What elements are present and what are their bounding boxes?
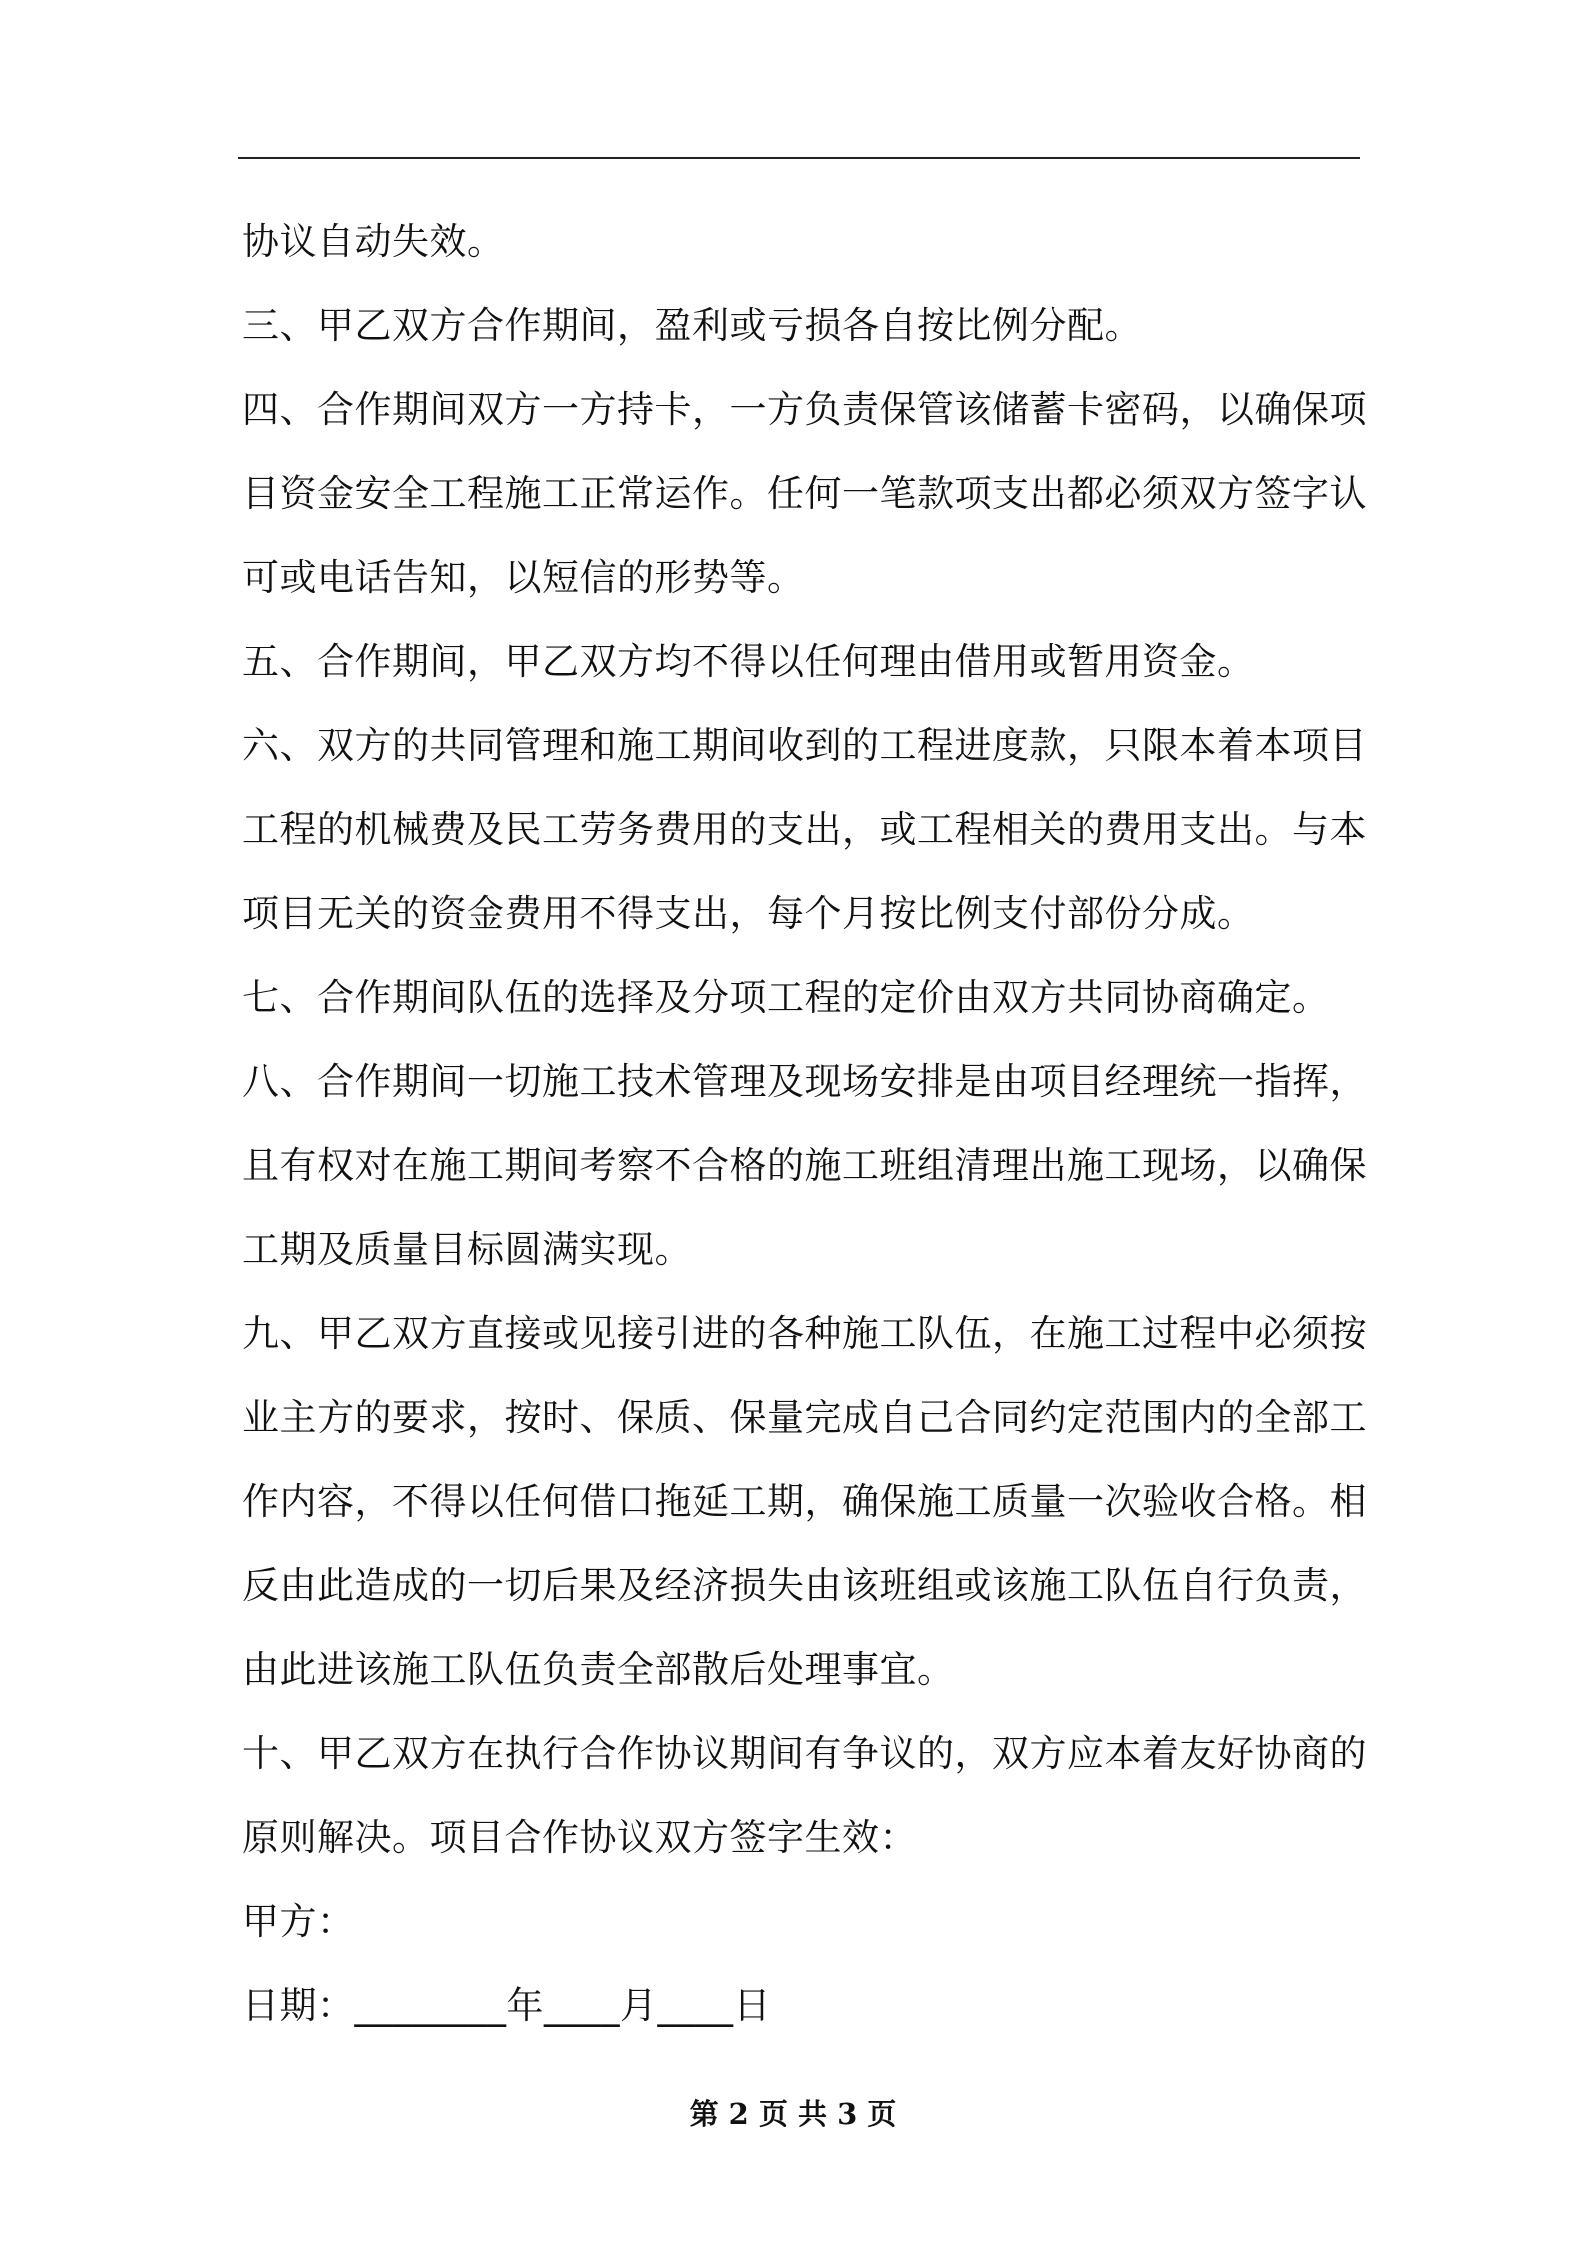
date-line: 日期：________年____月____日 [242, 1984, 771, 2027]
text-line-15: 业主方的要求，按时、保质、保量完成自己合同约定范围内的全部工 [242, 1396, 1367, 1439]
header-rule [238, 157, 1360, 159]
text-line-4: 目资金安全工程施工正常运作。任何一笔款项支出都必须双方签字认 [242, 472, 1367, 515]
document-body [242, 200, 1367, 2048]
text-line-16: 作内容，不得以任何借口拖延工期，确保施工质量一次验收合格。相 [242, 1480, 1367, 1523]
text-line-8: 工程的机械费及民工劳务费用的支出，或工程相关的费用支出。与本 [242, 808, 1367, 851]
text-line-20: 原则解决。项目合作协议双方签字生效： [242, 1816, 917, 1859]
text-line-12: 且有权对在施工期间考察不合格的施工班组清理出施工现场，以确保 [242, 1144, 1367, 1187]
text-line-18: 由此进该施工队伍负责全部散后处理事宜。 [242, 1648, 955, 1691]
text-line-5: 可或电话告知，以短信的形势等。 [242, 556, 805, 599]
text-line-19: 十、甲乙双方在执行合作协议期间有争议的，双方应本着友好协商的 [242, 1732, 1367, 1775]
text-line-3: 四、合作期间双方一方持卡，一方负责保管该储蓄卡密码，以确保项 [242, 388, 1367, 431]
page-number: 第 2 页 共 3 页 [689, 2097, 897, 2131]
text-line-11: 八、合作期间一切施工技术管理及现场安排是由项目经理统一指挥， [242, 1060, 1367, 1103]
text-line-10: 七、合作期间队伍的选择及分项工程的定价由双方共同协商确定。 [242, 976, 1330, 1019]
text-line-9: 项目无关的资金费用不得支出，每个月按比例支付部份分成。 [242, 892, 1255, 935]
text-line-14: 九、甲乙双方直接或见接引进的各种施工队伍，在施工过程中必须按 [242, 1312, 1367, 1355]
text-line-7: 六、双方的共同管理和施工期间收到的工程进度款，只限本着本项目 [242, 724, 1367, 767]
text-line-17: 反由此造成的一切后果及经济损失由该班组或该施工队伍自行负责， [242, 1564, 1367, 1607]
text-line-13: 工期及质量目标圆满实现。 [242, 1228, 692, 1271]
text-line-1: 协议自动失效。 [242, 220, 505, 263]
party-a-signature-line: 甲方： [242, 1900, 355, 1943]
text-line-6: 五、合作期间，甲乙双方均不得以任何理由借用或暂用资金。 [242, 640, 1255, 683]
text-line-2: 三、甲乙双方合作期间，盈利或亏损各自按比例分配。 [242, 304, 1142, 347]
